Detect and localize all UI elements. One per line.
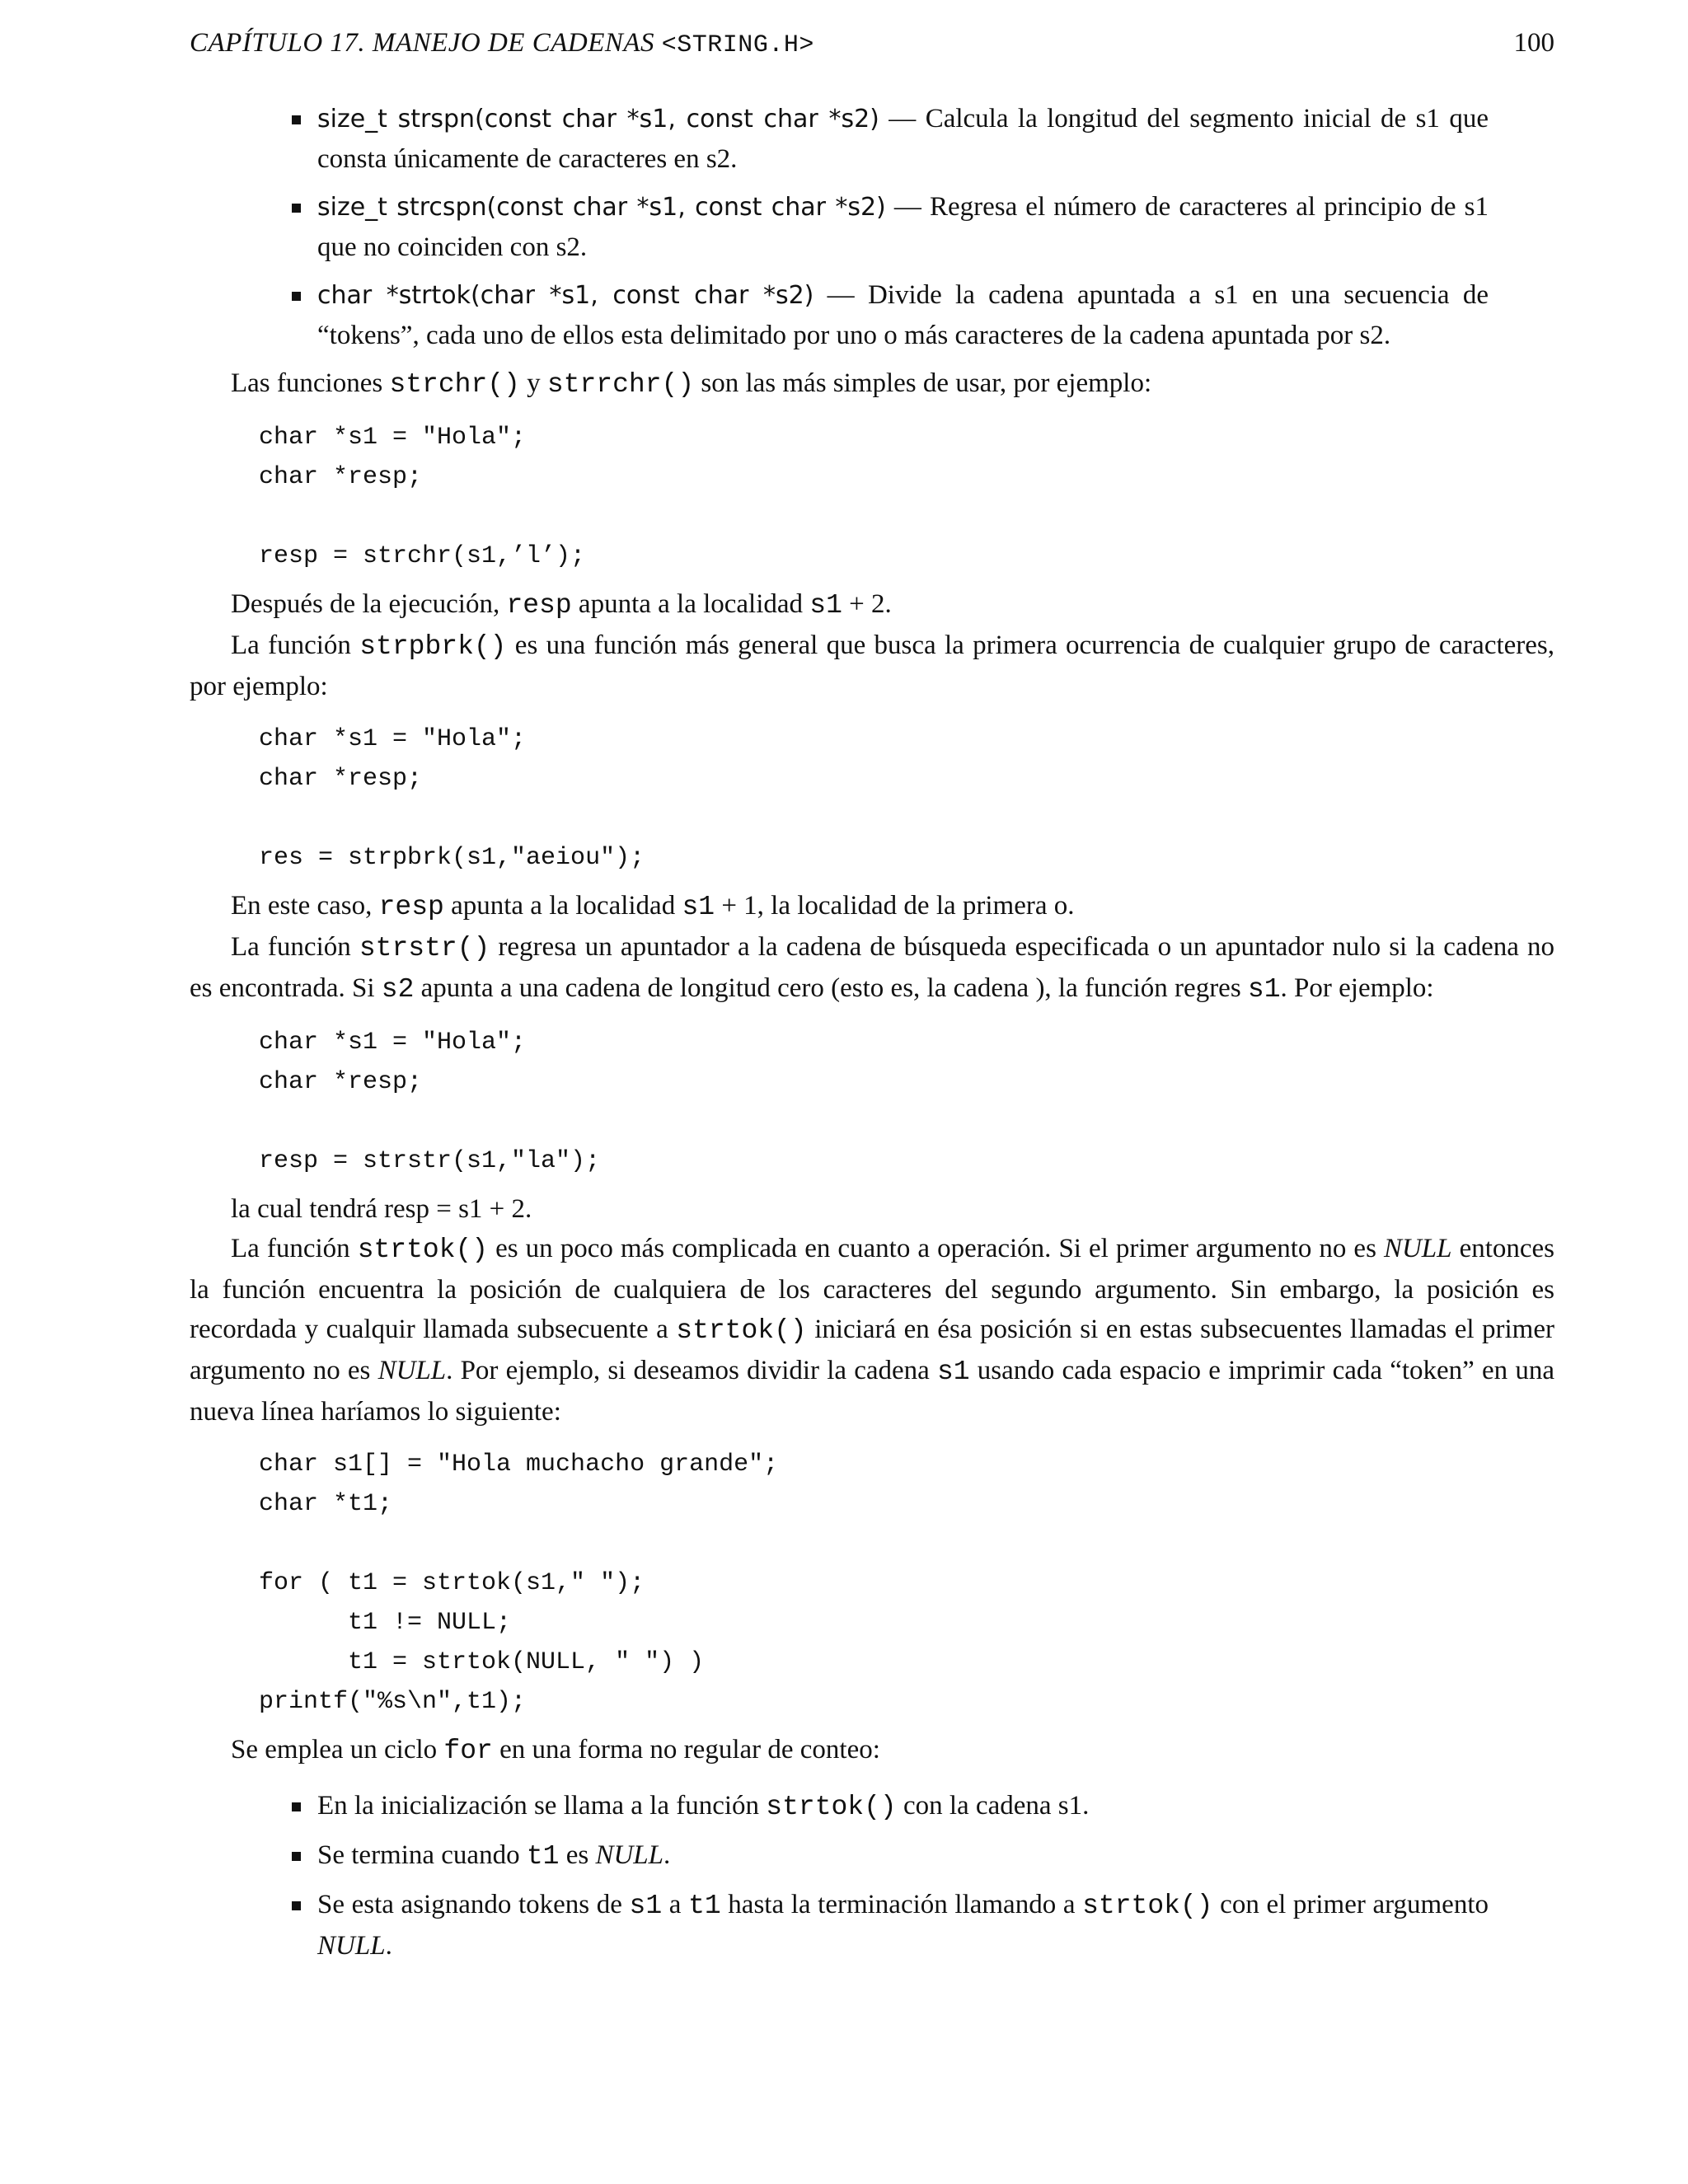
code-block: char *s1 = "Hola"; char *resp; resp = strchr(s1,’l’);	[259, 424, 586, 570]
paragraph: La función strpbrk() es una función más general que busca la primera ocurrencia de cualquier grupo de caracteres, por ejemplo:	[190, 630, 1555, 701]
inline-code: t1	[526, 1841, 560, 1872]
code-block: char *s1 = "Hola"; char *resp; res = strpbrk(s1,"aeiou");	[259, 725, 645, 872]
inline-code: strrchr()	[546, 369, 695, 400]
list-item: En la inicialización se llama a la función strtok() con la cadena s1.	[190, 1786, 1489, 1827]
paragraph: La función strtok() es un poco más complicada en cuanto a operación. Si el primer argumento no es NULL entonces la función encuentra la posición de cualquiera de los caracteres del segundo argumento. Sin embargo, la posición es recordada y cualquir llamada subsecuente a strtok() iniciará en ésa posición si en estas subsecuentes llamadas el primer argumento no es NULL. Por ejemplo, si deseamos dividir la cadena s1 usando cada espacio e imprimir cada “token” en una nueva línea haríamos lo siguiente:	[190, 1234, 1555, 1427]
inline-code: t1	[688, 1891, 721, 1921]
function-signature: size_t strspn(const char *s1, const char *s2)	[317, 105, 879, 134]
inline-code: s1	[629, 1891, 663, 1921]
inline-code: s2	[381, 974, 415, 1005]
page-body	[190, 99, 1554, 1974]
function-signature: char *strtok(char *s1, const char *s2)	[317, 281, 814, 310]
paragraph: Las funciones strchr() y strrchr() son las más simples de usar, por ejemplo:	[231, 368, 1152, 400]
list-item: Se termina cuando t1 es NULL.	[190, 1835, 1489, 1877]
paragraph: La función strstr() regresa un apuntador a la cadena de búsqueda especificada o un apuntador nulo si la cadena no es encontrada. Si s2 apunta a una cadena de longitud cero (esto es, la cadena ), la función regres s1. Por ejemplo:	[190, 932, 1554, 1005]
list-item-strtok	[190, 275, 1489, 355]
inline-code: strpbrk()	[359, 631, 507, 662]
inline-code: s1	[682, 892, 715, 922]
paragraph: Se emplea un ciclo for en una forma no regular de conteo:	[231, 1735, 880, 1766]
function-description: — Divide la cadena apuntada a s1 en una secuencia de “tokens”, cada uno de ellos esta delimitado por uno o más caracteres de la cadena apuntada por s2.	[317, 280, 1489, 350]
function-signature: size_t strcspn(const char *s1, const char *s2)	[317, 193, 886, 222]
inline-code: for	[443, 1736, 493, 1766]
inline-code: strtok()	[357, 1235, 489, 1265]
inline-code: resp	[378, 892, 444, 922]
paragraph: En este caso, resp apunta a la localidad s1 + 1, la localidad de la primera o.	[231, 891, 1075, 922]
function-description: — Calcula la longitud del segmento inicial de s1 que consta únicamente de caracteres en s2.	[317, 104, 1489, 174]
paragraph: Después de la ejecución, resp apunta a la localidad s1 + 2.	[231, 589, 892, 621]
page-number: 100	[1513, 28, 1554, 58]
chapter-title-code: <STRING.H>	[661, 31, 814, 59]
list-item-strcspn	[190, 187, 1489, 267]
function-description: — Regresa el número de caracteres al principio de s1 que no coinciden con s2.	[317, 192, 1489, 262]
emphasis: NULL	[317, 1931, 386, 1961]
code-block: char *s1 = "Hola"; char *resp; resp = strstr(s1,"la");	[259, 1029, 601, 1175]
list-item: Se esta asignando tokens de s1 a t1 hasta la terminación llamando a strtok() con el primer argumento NULL.	[190, 1885, 1489, 1966]
inline-code: strtok()	[1082, 1891, 1213, 1921]
emphasis: NULL	[595, 1840, 664, 1870]
emphasis: NULL	[377, 1356, 447, 1385]
chapter-title	[190, 28, 814, 59]
code-block: char s1[] = "Hola muchacho grande"; char *t1; for ( t1 = strtok(s1," "); t1 != NULL; t1 = strtok(NULL, " ") ) printf("%s\n",t1);	[259, 1451, 779, 1716]
inline-code: resp	[506, 590, 572, 621]
inline-code: s1	[1247, 974, 1281, 1005]
inline-code: strchr()	[389, 369, 520, 400]
inline-code: strtok()	[766, 1792, 897, 1822]
function-list	[190, 99, 1554, 355]
running-header	[190, 28, 1554, 68]
paragraph: la cual tendrá resp = s1 + 2.	[231, 1194, 532, 1224]
inline-code: s1	[937, 1357, 970, 1387]
emphasis: NULL	[1383, 1234, 1452, 1263]
inline-code: s1	[809, 590, 842, 621]
inline-code: strstr()	[359, 933, 490, 963]
for-loop-notes-list	[190, 1786, 1554, 1966]
chapter-title-text: CAPÍTULO 17. MANEJO DE CADENAS	[190, 28, 662, 58]
inline-code: strtok()	[676, 1315, 807, 1346]
list-item-strspn	[190, 99, 1489, 179]
